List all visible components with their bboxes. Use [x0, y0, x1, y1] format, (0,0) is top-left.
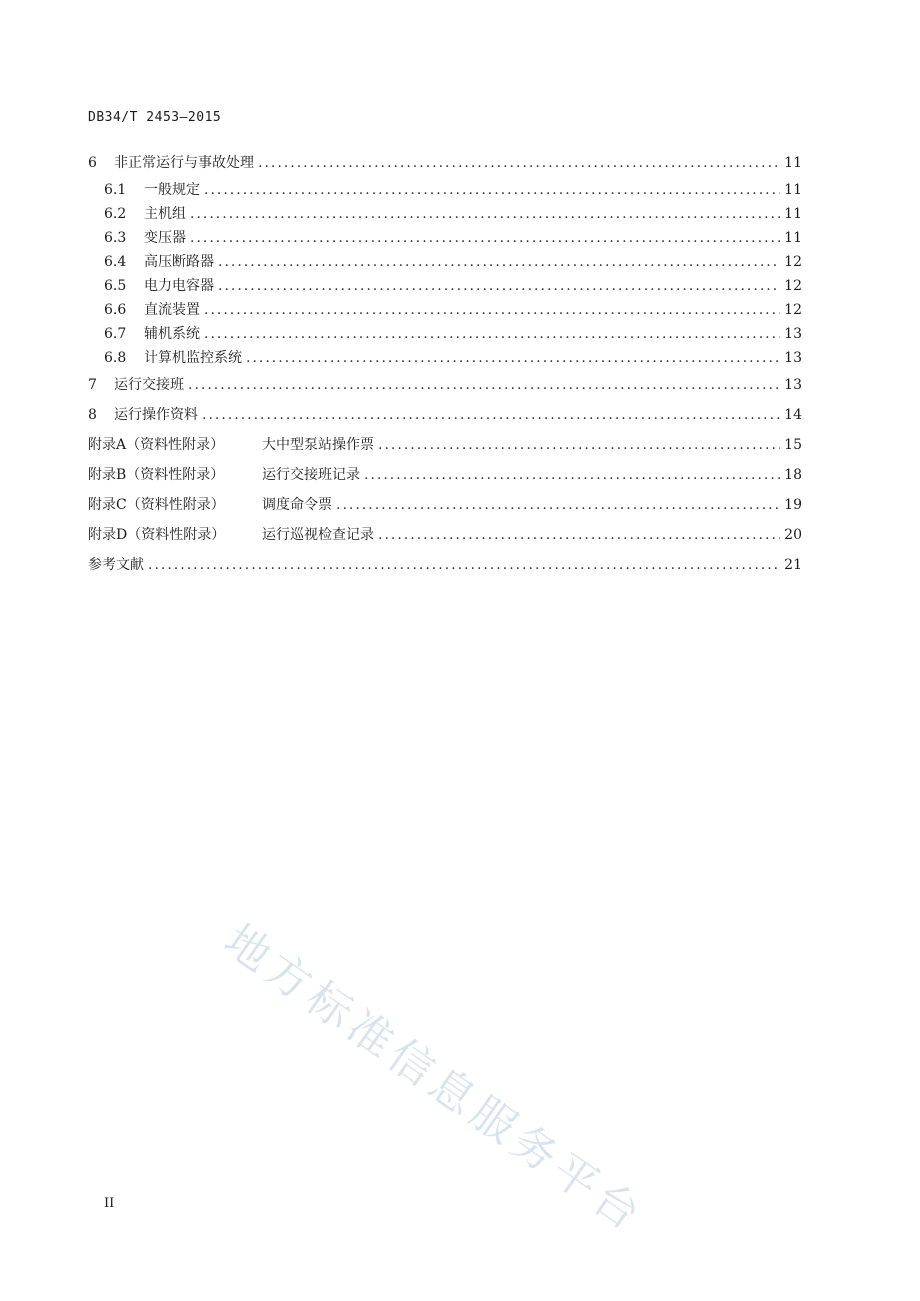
- toc-entry[interactable]: [88, 370, 802, 400]
- toc-entry-page: 11: [784, 155, 802, 171]
- toc-entry-number: 附录B（资料性附录）: [88, 467, 225, 483]
- toc-entry-page: 13: [784, 377, 802, 393]
- toc-entry-page: 12: [784, 278, 802, 294]
- table-of-contents: [88, 148, 802, 580]
- toc-leader-dots: [204, 298, 780, 322]
- toc-entry-page: 19: [784, 497, 802, 513]
- toc-entry[interactable]: [88, 346, 802, 370]
- toc-entry-page: 14: [784, 407, 802, 423]
- toc-entry-number: 6: [88, 155, 97, 171]
- document-id: DB34/T 2453—2015: [88, 110, 222, 125]
- toc-entry[interactable]: [88, 250, 802, 274]
- toc-leader-dots: [378, 520, 780, 550]
- toc-entry[interactable]: [88, 148, 802, 178]
- toc-entry-number: 6.2: [104, 206, 127, 222]
- toc-entry[interactable]: [88, 202, 802, 226]
- toc-leader-dots: [218, 250, 780, 274]
- toc-entry-title: 高压断路器: [144, 254, 214, 270]
- toc-entry-title: 直流装置: [144, 302, 200, 318]
- toc-entry-page: 11: [784, 182, 802, 198]
- toc-entry-number: 附录D（资料性附录）: [88, 527, 226, 543]
- toc-entry-title: 电力电容器: [144, 278, 214, 294]
- toc-entry-page: 15: [784, 437, 802, 453]
- toc-entry-title: 调度命令票: [262, 497, 332, 513]
- toc-leader-dots: [202, 400, 780, 430]
- toc-leader-dots: [364, 460, 780, 490]
- toc-entry[interactable]: [88, 226, 802, 250]
- toc-entry-page: 11: [784, 206, 802, 222]
- toc-entry-title: 变压器: [144, 230, 186, 246]
- toc-entry-title: 运行操作资料: [114, 407, 198, 423]
- watermark: 地方标准信息服务平台: [214, 914, 654, 1244]
- toc-entry-number: 6.8: [104, 350, 127, 366]
- toc-entry[interactable]: [88, 274, 802, 298]
- toc-leader-dots: [204, 322, 780, 346]
- toc-leader-dots: [188, 370, 780, 400]
- toc-entry-page: 18: [784, 467, 802, 483]
- toc-entry-number: 6.1: [104, 182, 127, 198]
- toc-entry-title: 运行交接班: [114, 377, 184, 393]
- toc-entry-page: 13: [784, 326, 802, 342]
- toc-entry-number: 6.6: [104, 302, 127, 318]
- toc-entry[interactable]: [88, 322, 802, 346]
- toc-leader-dots: [204, 178, 780, 202]
- toc-leader-dots: [218, 274, 780, 298]
- toc-entry[interactable]: [88, 520, 802, 550]
- toc-entry-page: 13: [784, 350, 802, 366]
- toc-entry[interactable]: [88, 298, 802, 322]
- toc-entry-page: 20: [784, 527, 802, 543]
- toc-entry[interactable]: [88, 490, 802, 520]
- toc-entry-number: 7: [88, 377, 97, 393]
- toc-entry-page: 12: [784, 302, 802, 318]
- toc-entry-page: 12: [784, 254, 802, 270]
- toc-entry-number: 6.7: [104, 326, 127, 342]
- toc-entry[interactable]: [88, 550, 802, 580]
- toc-entry-title: 参考文献: [88, 557, 144, 573]
- toc-entry-number: 6.3: [104, 230, 127, 246]
- toc-leader-dots: [336, 490, 780, 520]
- toc-leader-dots: [148, 550, 780, 580]
- toc-leader-dots: [378, 430, 780, 460]
- toc-entry[interactable]: [88, 400, 802, 430]
- toc-leader-dots: [190, 226, 780, 250]
- toc-entry-number: 附录C（资料性附录）: [88, 497, 225, 513]
- toc-entry[interactable]: [88, 178, 802, 202]
- toc-entry-title: 辅机系统: [144, 326, 200, 342]
- toc-entry-number: 附录A（资料性附录）: [88, 437, 225, 453]
- toc-leader-dots: [190, 202, 780, 226]
- toc-entry-number: 6.5: [104, 278, 127, 294]
- toc-entry-page: 11: [784, 230, 802, 246]
- toc-entry-title: 非正常运行与事故处理: [114, 155, 254, 171]
- toc-entry-page: 21: [784, 557, 802, 573]
- toc-entry-title: 计算机监控系统: [144, 350, 242, 366]
- toc-leader-dots: [258, 148, 780, 178]
- toc-entry[interactable]: [88, 430, 802, 460]
- page-number: II: [104, 1196, 115, 1211]
- toc-entry-number: 6.4: [104, 254, 127, 270]
- toc-entry-number: 8: [88, 407, 97, 423]
- toc-entry-title: 运行交接班记录: [262, 467, 360, 483]
- toc-entry[interactable]: [88, 460, 802, 490]
- toc-entry-title: 大中型泵站操作票: [262, 437, 374, 453]
- toc-entry-title: 一般规定: [144, 182, 200, 198]
- toc-entry-title: 主机组: [144, 206, 186, 222]
- toc-entry-title: 运行巡视检查记录: [262, 527, 374, 543]
- toc-leader-dots: [246, 346, 780, 370]
